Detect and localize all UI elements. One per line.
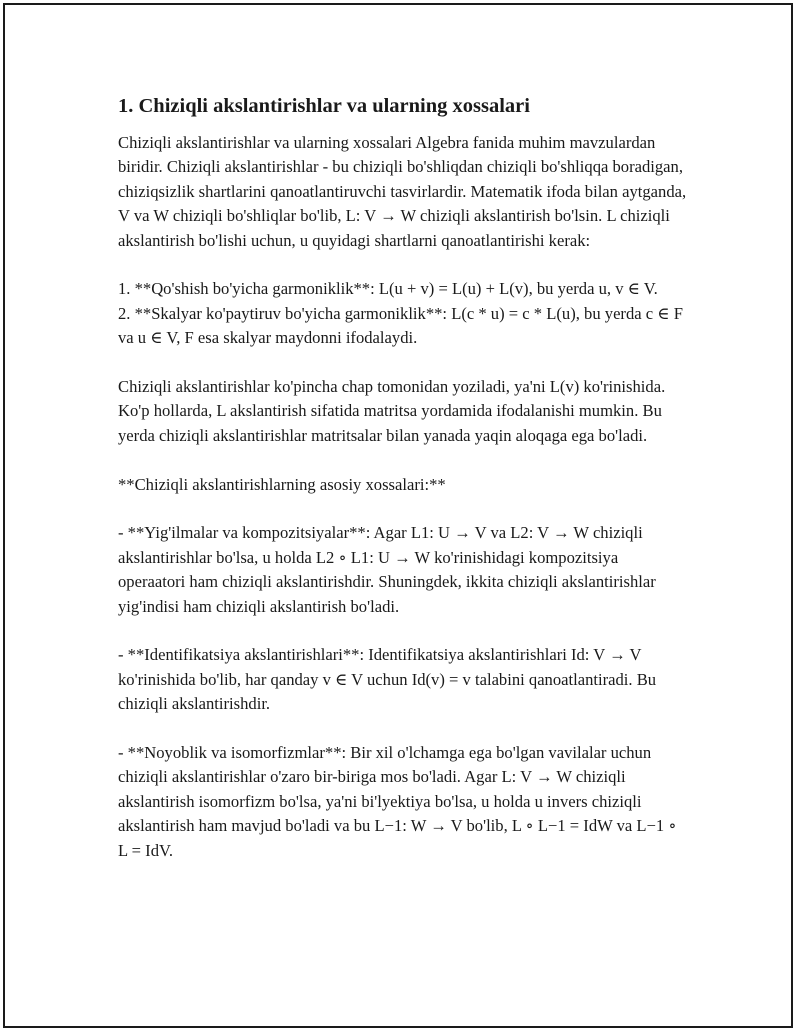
condition-1: 1. **Qo'shish bo'yicha garmoniklik**: L(u + v) = L(u) + L(v), bu yerda u, v ∈ V.	[118, 279, 658, 299]
spacer	[118, 253, 688, 277]
condition-2: 2. **Skalyar ko'paytiruv bo'yicha garmoniklik**: L(c * u) = c * L(u), bu yerda c ∈ F va u ∈ V, F esa skalyar maydonni ifodalaydi.	[118, 303, 683, 348]
spacer	[118, 448, 688, 472]
spacer	[118, 351, 688, 375]
matrix-paragraph: Chiziqli akslantirishlar ko'pincha chap tomonidan yoziladi, ya'ni L(v) ko'rinishida. Ko'p hollarda, L akslantirish sifatida matritsa yordamida ifodalanishi mumkin. Bu yerda chiziqli akslantirishlar matritsalar bilan yanada yaqin aloqaga ega bo'ladi.	[118, 377, 666, 445]
spacer	[118, 619, 688, 643]
property-composition: - **Yig'ilmalar va kompozitsiyalar**: Agar L1: U → V va L2: V → W chiziqli akslantirishlar bo'lsa, u holda L2 ∘ L1: U → W ko'rinishidagi kompozitsiya operaatori ham chiziqli akslantirishdir. Shuningdek, ikkita chiziqli akslantirishlar yig'indisi ham chiziqli akslantirish bo'ladi.	[118, 523, 656, 616]
spacer	[118, 717, 688, 741]
spacer	[118, 497, 688, 521]
property-isomorphism: - **Noyoblik va isomorfizmlar**: Bir xil o'lchamga ega bo'lgan vavilalar uchun chiziqli akslantirishlar o'zaro bir-biriga mos bo'ladi. Agar L: V → W chiziqli akslantirish isomorfizm bo'lsa, ya'ni bi'lyektiya bo'lsa, u holda u invers chiziqli akslantirish ham mavjud bo'ladi va bu L−1: W → V bo'lib, L ∘ L−1 = IdW va L−1 ∘ L = IdV.	[118, 743, 677, 860]
properties-heading: **Chiziqli akslantirishlarning asosiy xossalari:**	[118, 474, 446, 494]
document-title: 1. Chiziqli akslantirishlar va ularning xossalari	[118, 95, 530, 117]
intro-paragraph: Chiziqli akslantirishlar va ularning xossalari Algebra fanida muhim mavzulardan biridir. Chiziqli akslantirishlar - bu chiziqli bo'shliqdan chiziqli bo'shliqqa boradigan, chiziqsizlik shartlarini qanoatlantiruvchi tasvirlardir. Matematik ifoda bilan aytganda, V va W chiziqli bo'shliqlar bo'lib, L: V → W chiziqli akslantirish bo'lsin. L chiziqli akslantirish bo'lishi uchun, u quyidagi shartlarni qanoatlantirishi kerak:	[118, 133, 687, 250]
document-body	[118, 93, 688, 863]
property-identity: - **Identifikatsiya akslantirishlari**: Identifikatsiya akslantirishlari Id: V → V ko'rinishida bo'lib, har qanday v ∈ V uchun Id(v) = v talabini qanoatlantiradi. Bu chiziqli akslantirishdir.	[118, 645, 657, 714]
